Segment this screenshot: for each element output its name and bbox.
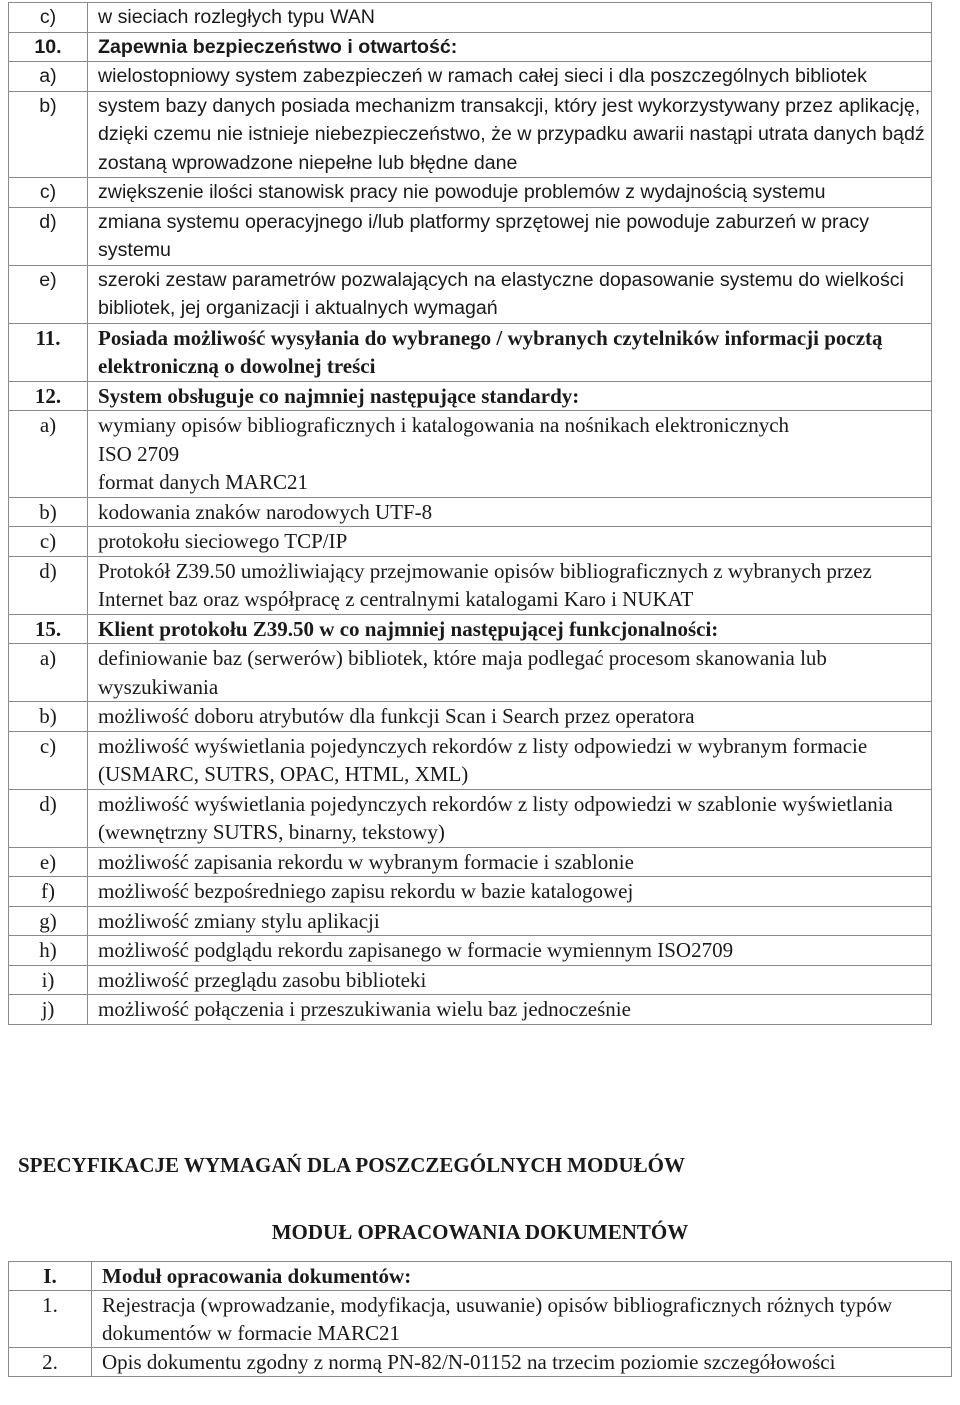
- row-number: h): [9, 936, 88, 966]
- row-number: a): [9, 644, 88, 702]
- table-row: [9, 265, 932, 323]
- row-number: c): [9, 731, 88, 789]
- row-text: Protokół Z39.50 umożliwiający przejmowanie opisów bibliograficznych z wybranych przez Internet baz oraz współpracę z centralnymi katalogami Karo i NUKAT: [88, 556, 932, 614]
- table-row: [9, 995, 932, 1025]
- row-number: b): [9, 497, 88, 527]
- table-row: [9, 644, 932, 702]
- table-row: [9, 847, 932, 877]
- row-number: c): [9, 3, 88, 33]
- row-text: zwiększenie ilości stanowisk pracy nie powoduje problemów z wydajnością systemu: [88, 178, 932, 208]
- row-number: 12.: [9, 381, 88, 411]
- row-number: I.: [9, 1262, 92, 1291]
- row-number: 1.: [9, 1291, 92, 1348]
- row-heading: System obsługuje co najmniej następujące standardy:: [88, 381, 932, 411]
- row-text: możliwość zapisania rekordu w wybranym formacie i szablonie: [88, 847, 932, 877]
- row-number: b): [9, 91, 88, 178]
- requirements-table-body: [9, 3, 932, 1025]
- table-row: [9, 1348, 952, 1377]
- row-text: definiowanie baz (serwerów) bibliotek, które maja podlegać procesom skanowania lub wyszukiwania: [88, 644, 932, 702]
- row-text: możliwość przeglądu zasobu biblioteki: [88, 965, 932, 995]
- row-number: c): [9, 527, 88, 557]
- row-number: d): [9, 789, 88, 847]
- table-row: [9, 936, 932, 966]
- table-row: [9, 323, 932, 381]
- row-text: możliwość podglądu rekordu zapisanego w formacie wymiennym ISO2709: [88, 936, 932, 966]
- table-row: [9, 1262, 952, 1291]
- row-number: j): [9, 995, 88, 1025]
- row-text: wielostopniowy system zabezpieczeń w ramach całej sieci i dla poszczególnych bibliotek: [88, 62, 932, 92]
- row-number: i): [9, 965, 88, 995]
- table-row: [9, 91, 932, 178]
- table-row: [9, 556, 932, 614]
- row-number: c): [9, 178, 88, 208]
- row-number: g): [9, 906, 88, 936]
- row-number: f): [9, 877, 88, 907]
- table-row: [9, 497, 932, 527]
- row-number: a): [9, 62, 88, 92]
- table-row: [9, 207, 932, 265]
- row-heading: Zapewnia bezpieczeństwo i otwartość:: [88, 32, 932, 62]
- row-text-line: format danych MARC21: [98, 470, 308, 494]
- row-text: możliwość połączenia i przeszukiwania wielu baz jednocześnie: [88, 995, 932, 1025]
- table-row: [9, 32, 932, 62]
- table-row: [9, 1291, 952, 1348]
- table-row: [9, 965, 932, 995]
- table-row: [9, 3, 932, 33]
- table-row: [9, 702, 932, 732]
- row-text-line: wymiany opisów bibliograficznych i katalogowania na nośnikach elektronicznych: [98, 413, 790, 437]
- table-row: [9, 906, 932, 936]
- row-text: Rejestracja (wprowadzanie, modyfikacja, usuwanie) opisów bibliograficznych różnych typów dokumentów w formacie MARC21: [92, 1291, 952, 1348]
- module-table-body: [9, 1262, 952, 1377]
- row-text: protokołu sieciowego TCP/IP: [88, 527, 932, 557]
- row-number: d): [9, 207, 88, 265]
- row-text: możliwość wyświetlania pojedynczych rekordów z listy odpowiedzi w wybranym formacie (USMARC, SUTRS, OPAC, HTML, XML): [88, 731, 932, 789]
- row-number: 2.: [9, 1348, 92, 1377]
- row-text: w sieciach rozległych typu WAN: [88, 3, 932, 33]
- row-text: szeroki zestaw parametrów pozwalających na elastyczne dopasowanie systemu do wielkości bibliotek, jej organizacji i aktualnych wymagań: [88, 265, 932, 323]
- table-row: [9, 381, 932, 411]
- row-number: b): [9, 702, 88, 732]
- row-heading: Moduł opracowania dokumentów:: [92, 1262, 952, 1291]
- row-number: 11.: [9, 323, 88, 381]
- row-number: 15.: [9, 614, 88, 644]
- row-number: d): [9, 556, 88, 614]
- table-row: [9, 731, 932, 789]
- row-heading: Posiada możliwość wysyłania do wybranego / wybranych czytelników informacji pocztą elektroniczną o dowolnej treści: [88, 323, 932, 381]
- row-number: e): [9, 847, 88, 877]
- row-text: system bazy danych posiada mechanizm transakcji, który jest wykorzystywany przez aplikację, dzięki czemu nie istnieje niebezpieczeństwo, że w przypadku awarii nastąpi utrata danych bądź zostaną wprowadzone niepełne lub błędne dane: [88, 91, 932, 178]
- table-row: [9, 178, 932, 208]
- row-number: 10.: [9, 32, 88, 62]
- row-text: możliwość doboru atrybutów dla funkcji Scan i Search przez operatora: [88, 702, 932, 732]
- row-number: a): [9, 411, 88, 498]
- table-row: [9, 411, 932, 498]
- table-row: [9, 62, 932, 92]
- row-text: możliwość wyświetlania pojedynczych rekordów z listy odpowiedzi w szablonie wyświetlania (wewnętrzny SUTRS, binarny, tekstowy): [88, 789, 932, 847]
- table-row: [9, 614, 932, 644]
- row-text: Opis dokumentu zgodny z normą PN-82/N-01152 na trzecim poziomie szczegółowości: [92, 1348, 952, 1377]
- row-text: możliwość bezpośredniego zapisu rekordu w bazie katalogowej: [88, 877, 932, 907]
- requirements-table: [8, 2, 932, 1025]
- row-text-line: ISO 2709: [98, 441, 180, 466]
- module-table: [8, 1261, 952, 1377]
- row-text: [88, 411, 932, 498]
- row-text: możliwość zmiany stylu aplikacji: [88, 906, 932, 936]
- module-title: MODUŁ OPRACOWANIA DOKUMENTÓW: [271, 1220, 689, 1244]
- section-title: SPECYFIKACJE WYMAGAŃ DLA POSZCZEGÓLNYCH MODUŁÓW: [18, 1153, 685, 1177]
- table-row: [9, 527, 932, 557]
- row-text: zmiana systemu operacyjnego i/lub platformy sprzętowej nie powoduje zaburzeń w pracy systemu: [88, 207, 932, 265]
- table-row: [9, 877, 932, 907]
- row-heading: Klient protokołu Z39.50 w co najmniej następującej funkcjonalności:: [88, 614, 932, 644]
- row-number: e): [9, 265, 88, 323]
- table-row: [9, 789, 932, 847]
- row-text: kodowania znaków narodowych UTF-8: [88, 497, 932, 527]
